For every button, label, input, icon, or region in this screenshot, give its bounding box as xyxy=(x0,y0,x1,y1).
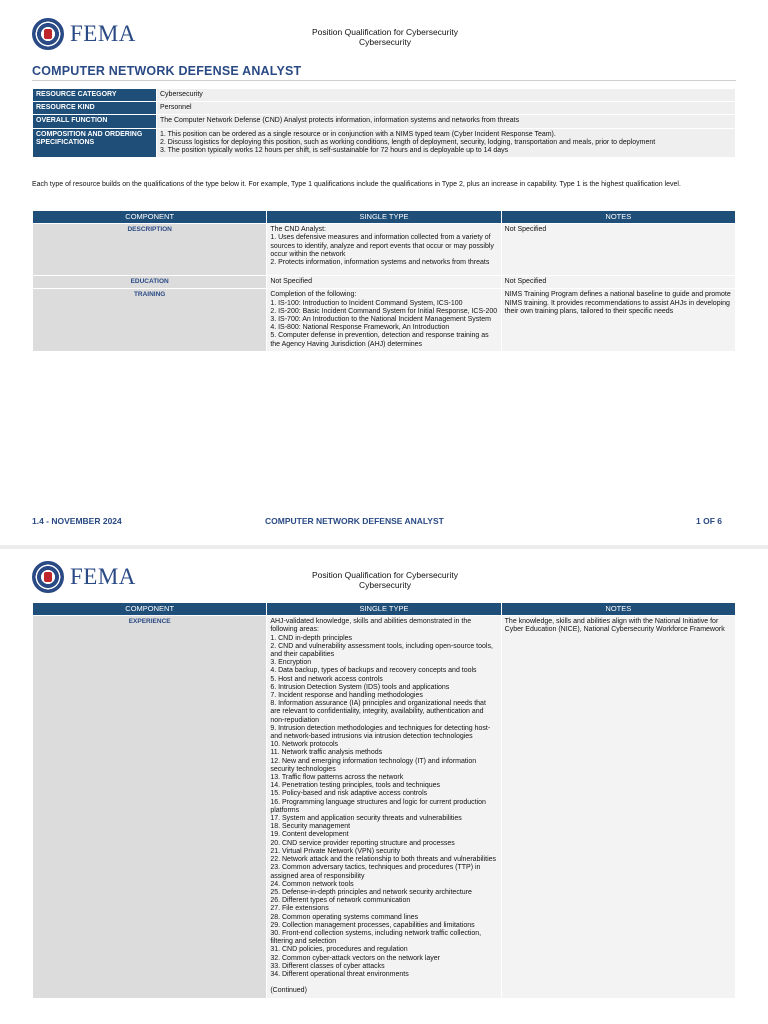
header-single-type: SINGLE TYPE xyxy=(267,211,501,224)
footer-title: COMPUTER NETWORK DEFENSE ANALYST xyxy=(265,516,444,526)
table-header-row xyxy=(33,603,736,616)
text-line: 22. Network attack and the relationship to both threats and vulnerabilities xyxy=(270,856,497,864)
text-line: 1. Uses defensive measures and information collected from a variety of sources to identify, analyze and report events that occur or may possibly occur within the network xyxy=(270,234,494,258)
text-line: 16. Programming language structures and logic for current production platforms xyxy=(270,798,486,814)
header-component: COMPONENT xyxy=(33,603,267,616)
text-line xyxy=(270,979,497,987)
text-line: 26. Different types of network communication xyxy=(270,897,411,905)
text-line: 1. IS-100: Introduction to Incident Command System, ICS-100 xyxy=(270,299,463,307)
text-line: 34. Different operational threat environments xyxy=(270,970,409,978)
text-line: Not Specified xyxy=(504,278,547,286)
info-value xyxy=(157,89,736,102)
document-title: COMPUTER NETWORK DEFENSE ANALYST xyxy=(32,64,302,78)
text-line: 15. Policy-based and risk adaptive access controls xyxy=(270,790,428,798)
text-line: 29. Collection management processes, capabilities and limitations xyxy=(270,921,475,929)
text-line: 17. System and application security threats and vulnerabilities xyxy=(270,815,462,823)
single-type-cell xyxy=(267,289,501,351)
text-line: 7. Incident response and handling methodologies xyxy=(270,692,423,700)
type-level-note: Each type of resource builds on the qualifications of the type below it. For example, Type 1 qualifications include the qualifications in Type 2, plus an increase in capability. Type 1 is the highest qualification level. xyxy=(32,181,681,188)
page-header xyxy=(250,27,520,47)
resource-info-table xyxy=(32,88,736,158)
text-line: 6. Intrusion Detection System (IDS) tools and applications xyxy=(270,683,450,691)
text-line: 1. CND in-depth principles xyxy=(270,634,353,642)
header-line-1: Position Qualification for Cybersecurity xyxy=(312,570,458,580)
text-line: 11. Network traffic analysis methods xyxy=(270,749,383,757)
text-line: Cybersecurity xyxy=(160,91,203,98)
notes-cell xyxy=(501,289,735,351)
text-line: 3. IS-700: An Introduction to the National Incident Management System xyxy=(270,316,491,324)
text-line: AHJ-validated knowledge, skills and abilities demonstrated in the following areas: xyxy=(270,618,472,634)
table-header-row xyxy=(33,211,736,224)
text-line: 2. IS-200: Basic Incident Command System for Initial Response, ICS-200 xyxy=(270,307,498,315)
text-line: 12. New and emerging information technology (IT) and information security technologies xyxy=(270,757,477,773)
single-type-cell xyxy=(267,616,501,998)
text-line: 24. Common network tools xyxy=(270,880,354,888)
table-row xyxy=(33,224,736,276)
footer-page-number: 1 OF 6 xyxy=(696,516,722,526)
text-line: 33. Different classes of cyber attacks xyxy=(270,962,385,970)
text-line: 14. Penetration testing principles, tools and techniques xyxy=(270,782,440,790)
table-row xyxy=(33,289,736,351)
qualification-table xyxy=(32,210,736,352)
header-notes: NOTES xyxy=(501,603,735,616)
text-line: The CND Analyst: xyxy=(270,226,326,234)
text-line: 2. Discuss logistics for deploying this position, such as working conditions, length of deployment, security, lodging, transportation and meals, prior to deployment xyxy=(160,138,656,146)
logo-text: FEMA xyxy=(70,564,136,589)
header-line-2: Cybersecurity xyxy=(359,580,411,590)
component-cell: EDUCATION xyxy=(33,276,267,289)
page-2 xyxy=(0,555,768,1024)
text-line: 5. Computer defense in prevention, detection and response training as the Agency Having Jurisdiction (AHJ) determines xyxy=(270,332,489,348)
text-line: 13. Traffic flow patterns across the network xyxy=(270,774,404,782)
fema-logo xyxy=(32,16,142,52)
page-separator xyxy=(0,545,768,549)
text-line: Personnel xyxy=(160,104,192,112)
text-line: 4. Data backup, types of backups and recovery concepts and tools xyxy=(270,667,477,675)
component-cell: DESCRIPTION xyxy=(33,224,267,276)
info-row xyxy=(33,128,736,158)
text-line: 8. Information assurance (IA) principles and organizational needs that are relevant to confidentiality, integrity, availability, authentication and non-repudiation xyxy=(270,700,486,724)
header-component: COMPONENT xyxy=(33,211,267,224)
text-line: 31. CND policies, procedures and regulation xyxy=(270,946,408,954)
notes-cell xyxy=(501,616,735,998)
info-value xyxy=(157,128,736,158)
text-line: 28. Common operating systems command lines xyxy=(270,913,419,921)
page-header xyxy=(250,570,520,590)
text-line: Not Specified xyxy=(270,278,312,286)
text-line: 21. Virtual Private Network (VPN) security xyxy=(270,847,401,855)
info-key: COMPOSITION AND ORDERING SPECIFICATIONS xyxy=(33,128,157,158)
text-line: 3. The position typically works 12 hours per shift, is self-sustainable for 72 hours and is deployable up to 14 days xyxy=(160,147,509,155)
table-row xyxy=(33,616,736,998)
single-type-cell xyxy=(267,224,501,276)
logo-text: FEMA xyxy=(70,21,136,46)
info-value xyxy=(157,115,736,128)
text-line: Completion of the following: xyxy=(270,291,357,299)
qualification-table-continued xyxy=(32,602,736,999)
info-key: RESOURCE CATEGORY xyxy=(33,89,157,102)
info-key: OVERALL FUNCTION xyxy=(33,115,157,128)
text-line: 10. Network protocols xyxy=(270,741,339,749)
text-line: 2. CND and vulnerability assessment tools, including open-source tools, and their capabilities xyxy=(270,642,493,659)
text-line: The Computer Network Defense (CND) Analyst protects information, information systems and networks from threats xyxy=(160,117,520,125)
text-line: 27. File extensions xyxy=(270,905,329,913)
text-line: 20. CND service provider reporting structure and processes xyxy=(270,839,455,847)
dhs-seal-icon xyxy=(32,18,64,50)
header-notes: NOTES xyxy=(501,211,735,224)
text-line: 1. This position can be ordered as a single resource or in conjunction with a NIMS typed team (Cyber Incident Response Team). xyxy=(160,130,556,138)
info-row xyxy=(33,89,736,102)
text-line: NIMS Training Program defines a national baseline to guide and promote NIMS training. It provides recommendations to assist AHJs in developing their own training plans, tailored to their specific needs xyxy=(504,291,731,315)
component-cell: EXPERIENCE xyxy=(33,616,267,998)
text-line: 5. Host and network access controls xyxy=(270,675,383,683)
title-divider xyxy=(32,80,736,81)
component-cell: TRAINING xyxy=(33,289,267,351)
header-line-1: Position Qualification for Cybersecurity xyxy=(312,27,458,37)
text-line: (Continued) xyxy=(270,987,307,995)
text-line: 19. Content development xyxy=(270,831,349,839)
header-line-2: Cybersecurity xyxy=(359,37,411,47)
table-row xyxy=(33,276,736,289)
text-line: 2. Protects information, information systems and networks from threats xyxy=(270,259,490,267)
text-line: Not Specified xyxy=(504,226,547,234)
text-line: 23. Common adversary tactics, techniques and procedures (TTP) in assigned area of responsibility xyxy=(270,864,481,880)
text-line: 32. Common cyber-attack vectors on the network layer xyxy=(270,954,440,962)
text-line: 18. Security management xyxy=(270,823,351,831)
text-line: 9. Intrusion detection methodologies and techniques for detecting host- and network-based intrusions via intrusion detection technologies xyxy=(270,724,491,741)
footer-version: 1.4 - NOVEMBER 2024 xyxy=(32,516,122,526)
text-line: The knowledge, skills and abilities align with the National Initiative for Cyber Education (NICE), National Cybersecurity Workforce Framework xyxy=(504,618,725,634)
header-single-type: SINGLE TYPE xyxy=(267,603,501,616)
info-row xyxy=(33,115,736,128)
text-line: 30. Front-end collection systems, including network traffic collection, filtering and selection xyxy=(270,929,482,946)
info-key: RESOURCE KIND xyxy=(33,102,157,115)
text-line: 4. IS-800: National Response Framework, An Introduction xyxy=(270,324,450,332)
notes-cell xyxy=(501,224,735,276)
dhs-seal-icon xyxy=(32,561,64,593)
fema-logo xyxy=(32,559,142,595)
single-type-cell xyxy=(267,276,501,289)
text-line: 3. Encryption xyxy=(270,659,312,667)
notes-cell xyxy=(501,276,735,289)
info-row xyxy=(33,102,736,115)
info-value xyxy=(157,102,736,115)
text-line: 25. Defense-in-depth principles and network security architecture xyxy=(270,888,472,896)
